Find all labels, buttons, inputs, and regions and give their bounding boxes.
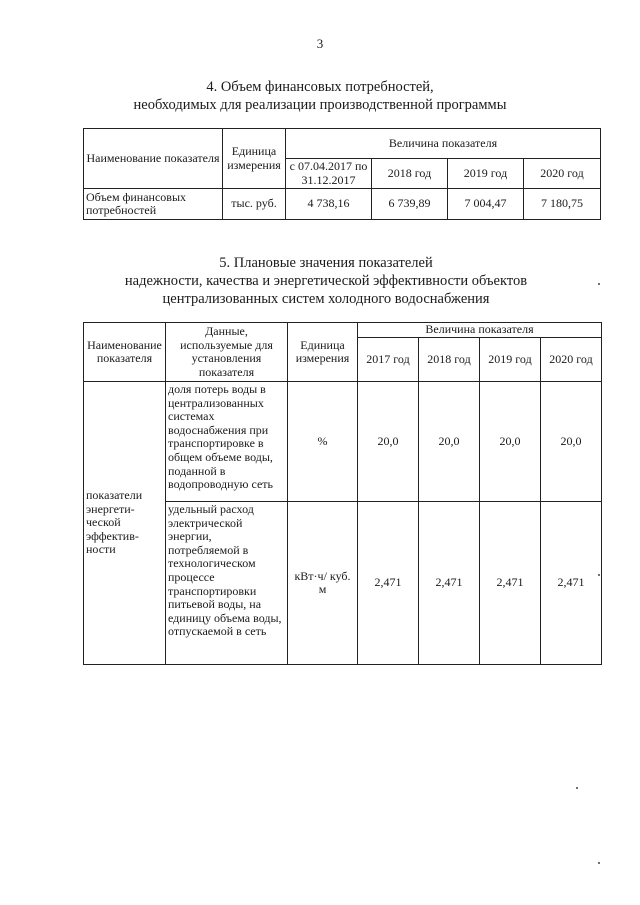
section5-title-line: надежности, качества и энергетической эффективности объектов	[124, 273, 528, 289]
header-period: 2020 год	[524, 159, 601, 189]
header-period: с 07.04.2017 по 31.12.2017	[286, 159, 372, 189]
row-data: доля потерь воды в централизованных системах водоснабжения при транспортировке в общем объеме воды, поданной в водопроводную сеть	[166, 382, 288, 502]
table-row	[84, 189, 601, 220]
row-unit: тыс. руб.	[223, 189, 286, 220]
section5-title-line: 5. Плановые значения показателей	[219, 255, 433, 271]
row-unit: %	[288, 382, 358, 502]
header-period: 2018 год	[372, 159, 448, 189]
section5-title-line: централизованных систем холодного водоснабжения	[162, 291, 490, 307]
scan-speck	[576, 787, 578, 789]
reliability-indicators-table	[83, 322, 602, 665]
row-value: 20,0	[541, 382, 602, 502]
scan-speck	[598, 283, 600, 285]
section4-title-line: 4. Объем финансовых потребностей,	[206, 79, 434, 95]
page-number: 3	[316, 36, 324, 51]
row-value: 2,471	[541, 502, 602, 665]
header-value: Величина показателя	[286, 129, 601, 159]
row-value: 20,0	[358, 382, 419, 502]
header-year: 2019 год	[480, 338, 541, 382]
scan-speck	[598, 862, 600, 864]
header-period: 2019 год	[448, 159, 524, 189]
row-value: 2,471	[480, 502, 541, 665]
row-value: 7 180,75	[524, 189, 601, 220]
table-row	[84, 382, 602, 502]
header-year: 2020 год	[541, 338, 602, 382]
section4-title-line: необходимых для реализации производственной программы	[133, 97, 507, 113]
row-value: 20,0	[480, 382, 541, 502]
header-value: Величина показателя	[358, 323, 602, 338]
row-value: 7 004,47	[448, 189, 524, 220]
financial-needs-table	[83, 128, 601, 220]
section5-title	[6, 254, 640, 308]
row-unit: кВт·ч/ куб. м	[288, 502, 358, 665]
row-value: 4 738,16	[286, 189, 372, 220]
group-label: показатели энергети-ческой эффектив-ности	[84, 382, 166, 665]
header-unit: Единица измерения	[288, 323, 358, 382]
row-value: 2,471	[358, 502, 419, 665]
scan-speck	[598, 574, 600, 576]
row-data: удельный расход электрической энергии, потребляемой в технологическом процессе транспортировки питьевой воды, на единицу объема воды, отпускаемой в сеть	[166, 502, 288, 665]
header-unit: Единица измерения	[223, 129, 286, 189]
row-value: 6 739,89	[372, 189, 448, 220]
header-year: 2017 год	[358, 338, 419, 382]
header-data: Данные, используемые для установления показателя	[166, 323, 288, 382]
header-name: Наименование показателя	[84, 323, 166, 382]
header-name: Наименование показателя	[84, 129, 223, 189]
row-value: 20,0	[419, 382, 480, 502]
row-value: 2,471	[419, 502, 480, 665]
section4-title	[0, 78, 640, 114]
row-name: Объем финансовых потребностей	[84, 189, 223, 220]
header-year: 2018 год	[419, 338, 480, 382]
